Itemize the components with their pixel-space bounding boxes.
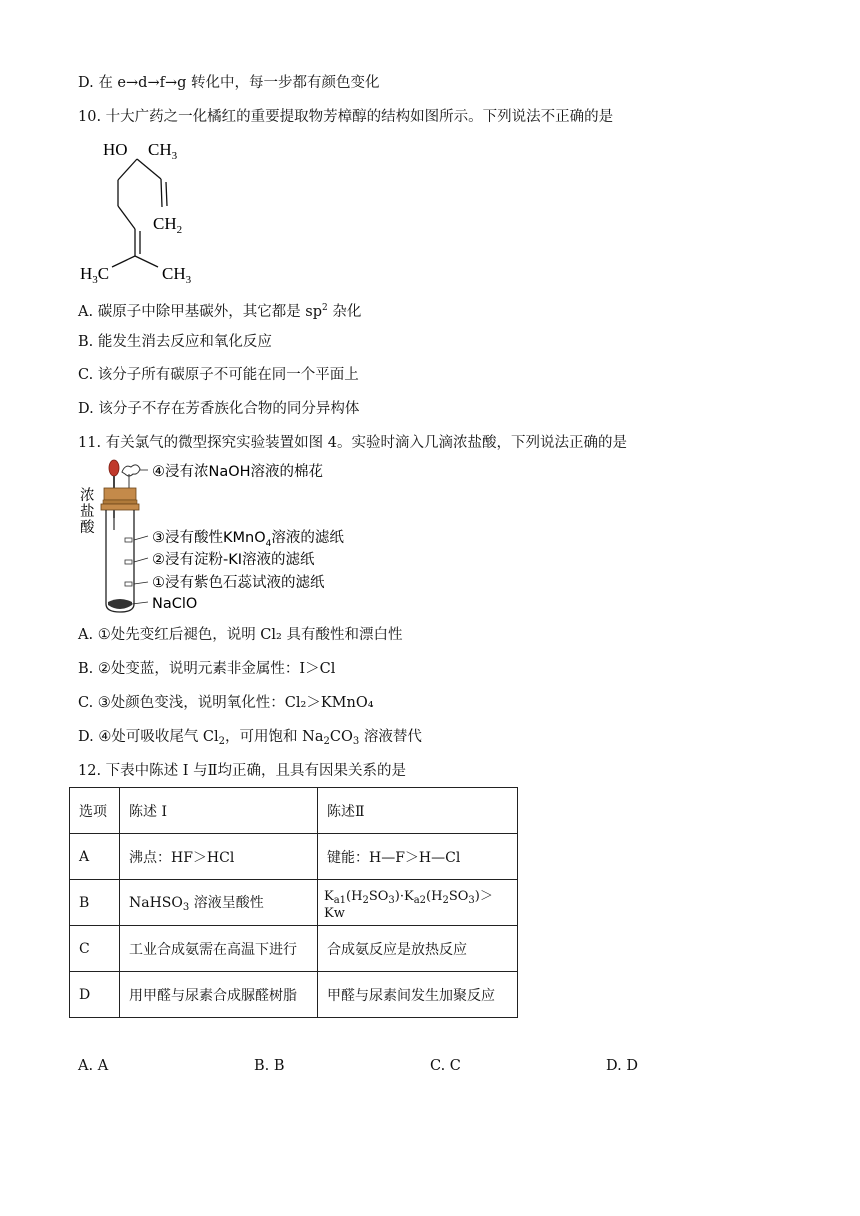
q11-stem: 11. 有关氯气的微型探究实验装置如图 4。实验时滴入几滴浓盐酸，下列说法正确的是 (78, 435, 628, 451)
q10-stem: 10. 十大广药之一化橘红的重要提取物芳樟醇的结构如图所示。下列说法不正确的是 (78, 109, 614, 125)
label-acid-3: 酸 (80, 520, 95, 536)
q9-option-d: D. 在 e→d→f→g 转化中，每一步都有颜色变化 (78, 75, 380, 91)
ch3-bottom-label: $CH_3$ (162, 264, 192, 286)
row-option: D (70, 972, 120, 1018)
row-statement-1: 用甲醛与尿素合成脲醛树脂 (120, 972, 318, 1018)
row-option: B (70, 880, 120, 926)
header-option: 选项 (70, 788, 120, 834)
chlorine-apparatus-diagram (78, 458, 378, 616)
label-acid-2: 盐 (80, 504, 95, 520)
row-statement-1: 沸点：HF＞HCl (120, 834, 318, 880)
q12-table (69, 787, 518, 1018)
label-1: ①浸有紫色石蕊试液的滤纸 (152, 575, 325, 591)
linalool-structure (78, 135, 218, 290)
row-statement-2: 合成氨反应是放热反应 (318, 926, 518, 972)
q11-option-c: C. ③处颜色变浅，说明氧化性：Cl₂＞KMnO₄ (78, 695, 374, 711)
ho-label: HO (103, 140, 128, 159)
label-4: ④浸有浓NaOH溶液的棉花 (152, 464, 324, 480)
q10-option-a: A. 碳原子中除甲基碳外，其它都是 $sp^2$ 杂化 (78, 303, 362, 320)
choice-c: C. C (430, 1058, 461, 1074)
q11-option-a: A. ①处先变红后褪色，说明 Cl₂ 具有酸性和漂白性 (78, 627, 403, 643)
table-row (70, 926, 518, 972)
row-option: A (70, 834, 120, 880)
choice-d: D. D (606, 1058, 638, 1074)
label-acid-1: 浓 (80, 488, 95, 504)
row-option: C (70, 926, 120, 972)
q12-choices (78, 1058, 778, 1078)
h3c-label: $H_3C$ (80, 264, 110, 286)
row-statement-2: 键能：H—F＞H—Cl (318, 834, 518, 880)
label-naclo: NaClO (152, 596, 198, 612)
q12-stem: 12. 下表中陈述 I 与Ⅱ均正确，且具有因果关系的是 (78, 763, 406, 779)
q10-option-b: B. 能发生消去反应和氧化反应 (78, 334, 272, 350)
row-statement-1: NaHSO$_3$ 溶液呈酸性 (120, 880, 318, 926)
table-row (70, 834, 518, 880)
q11-option-d: D. ④处可吸收尾气 $Cl_2$，可用饱和 $Na_2CO_3$ 溶液替代 (78, 729, 422, 747)
row-statement-1: 工业合成氨需在高温下进行 (120, 926, 318, 972)
q10-option-c: C. 该分子所有碳原子不可能在同一个平面上 (78, 367, 359, 383)
table-row (70, 880, 518, 926)
row-statement-2: 甲醛与尿素间发生加聚反应 (318, 972, 518, 1018)
q11-option-b: B. ②处变蓝，说明元素非金属性：I＞Cl (78, 661, 336, 677)
choice-a: A. A (78, 1058, 109, 1074)
q10-option-d: D. 该分子不存在芳香族化合物的同分异构体 (78, 401, 360, 417)
header-statement-1: 陈述 I (120, 788, 318, 834)
table-row (70, 972, 518, 1018)
table-header-row (70, 788, 518, 834)
ch2-label: $CH_2$ (153, 214, 183, 236)
label-2: ②浸有淀粉-KI溶液的滤纸 (152, 552, 315, 568)
choice-b: B. B (254, 1058, 285, 1074)
row-statement-2: $K_{a1}(H_2SO_3)\cdot K_{a2}(H_2SO_3)>Kw$ (318, 880, 518, 926)
label-3: ③浸有酸性KMnO$_4$溶液的滤纸 (152, 530, 344, 549)
ch3-top-label: $CH_3$ (148, 140, 178, 162)
header-statement-2: 陈述Ⅱ (318, 788, 518, 834)
